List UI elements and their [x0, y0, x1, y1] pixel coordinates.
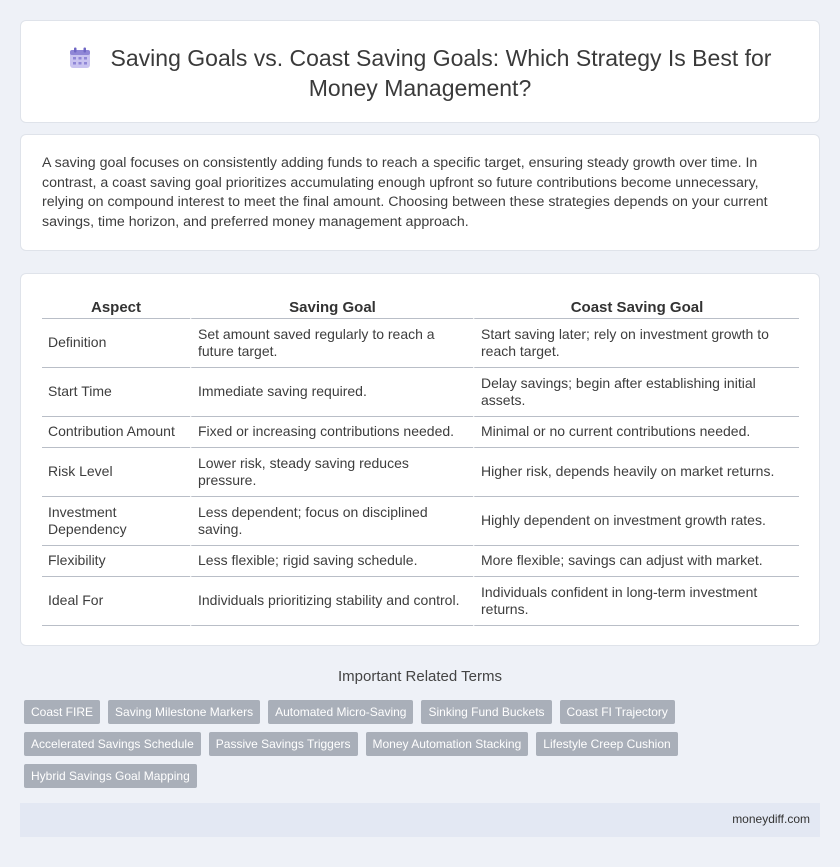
cell-saving-goal: Immediate saving required.	[190, 368, 473, 417]
related-term-tag[interactable]: Passive Savings Triggers	[209, 732, 358, 756]
related-term-tag[interactable]: Coast FIRE	[24, 700, 100, 724]
header-aspect: Aspect	[42, 295, 190, 319]
cell-saving-goal: Individuals prioritizing stability and control.	[190, 577, 473, 626]
table-row	[42, 448, 799, 497]
related-term-tag[interactable]: Saving Milestone Markers	[108, 700, 260, 724]
table-row	[42, 368, 799, 417]
cell-coast-saving-goal: Minimal or no current contributions needed.	[473, 417, 799, 448]
calendar-icon	[69, 47, 91, 69]
cell-coast-saving-goal: Individuals confident in long-term investment returns.	[473, 577, 799, 626]
cell-saving-goal: Fixed or increasing contributions needed.	[190, 417, 473, 448]
cell-saving-goal: Set amount saved regularly to reach a future target.	[190, 319, 473, 368]
intro-card	[20, 134, 820, 251]
related-term-tag[interactable]: Coast FI Trajectory	[560, 700, 675, 724]
cell-coast-saving-goal: Delay savings; begin after establishing initial assets.	[473, 368, 799, 417]
related-terms-title: Important Related Terms	[338, 668, 502, 685]
cell-aspect: Start Time	[42, 368, 190, 417]
cell-aspect: Contribution Amount	[42, 417, 190, 448]
cell-saving-goal: Less flexible; rigid saving schedule.	[190, 546, 473, 577]
comparison-card	[20, 273, 820, 646]
header-coast-saving-goal: Coast Saving Goal	[473, 295, 799, 319]
intro-paragraph: A saving goal focuses on consistently adding funds to reach a specific target, ensuring steady growth over time. In contrast, a coast saving goal prioritizes accumulating enough upfront so future contributions become unnecessary, relying on compound interest to meet the final amount. Choosing between these strategies depends on your current savings, time horizon, and preferred money management approach.	[42, 155, 768, 230]
cell-aspect: Investment Dependency	[42, 497, 190, 546]
table-row	[42, 319, 799, 368]
related-term-tag[interactable]: Automated Micro-Saving	[268, 700, 413, 724]
related-terms-list	[24, 700, 824, 788]
cell-aspect: Ideal For	[42, 577, 190, 626]
cell-aspect: Risk Level	[42, 448, 190, 497]
title-card	[20, 20, 820, 123]
footer-bar	[20, 803, 820, 837]
page-title: Saving Goals vs. Coast Saving Goals: Which Strategy Is Best for Money Management?	[110, 45, 772, 101]
related-term-tag[interactable]: Money Automation Stacking	[366, 732, 529, 756]
cell-coast-saving-goal: More flexible; savings can adjust with market.	[473, 546, 799, 577]
header-saving-goal: Saving Goal	[190, 295, 473, 319]
cell-saving-goal: Lower risk, steady saving reduces pressure.	[190, 448, 473, 497]
comparison-table	[42, 295, 799, 626]
cell-aspect: Flexibility	[42, 546, 190, 577]
table-row	[42, 497, 799, 546]
table-row	[42, 577, 799, 626]
related-term-tag[interactable]: Sinking Fund Buckets	[421, 700, 551, 724]
related-term-tag[interactable]: Accelerated Savings Schedule	[24, 732, 201, 756]
cell-aspect: Definition	[42, 319, 190, 368]
footer-site-name: moneydiff.com	[732, 812, 810, 826]
cell-coast-saving-goal: Higher risk, depends heavily on market returns.	[473, 448, 799, 497]
related-term-tag[interactable]: Lifestyle Creep Cushion	[536, 732, 677, 756]
page-title-wrap	[21, 43, 819, 103]
related-term-tag[interactable]: Hybrid Savings Goal Mapping	[24, 764, 197, 788]
table-row	[42, 417, 799, 448]
table-row	[42, 546, 799, 577]
cell-coast-saving-goal: Start saving later; rely on investment growth to reach target.	[473, 319, 799, 368]
table-header-row	[42, 295, 799, 319]
cell-coast-saving-goal: Highly dependent on investment growth rates.	[473, 497, 799, 546]
cell-saving-goal: Less dependent; focus on disciplined saving.	[190, 497, 473, 546]
